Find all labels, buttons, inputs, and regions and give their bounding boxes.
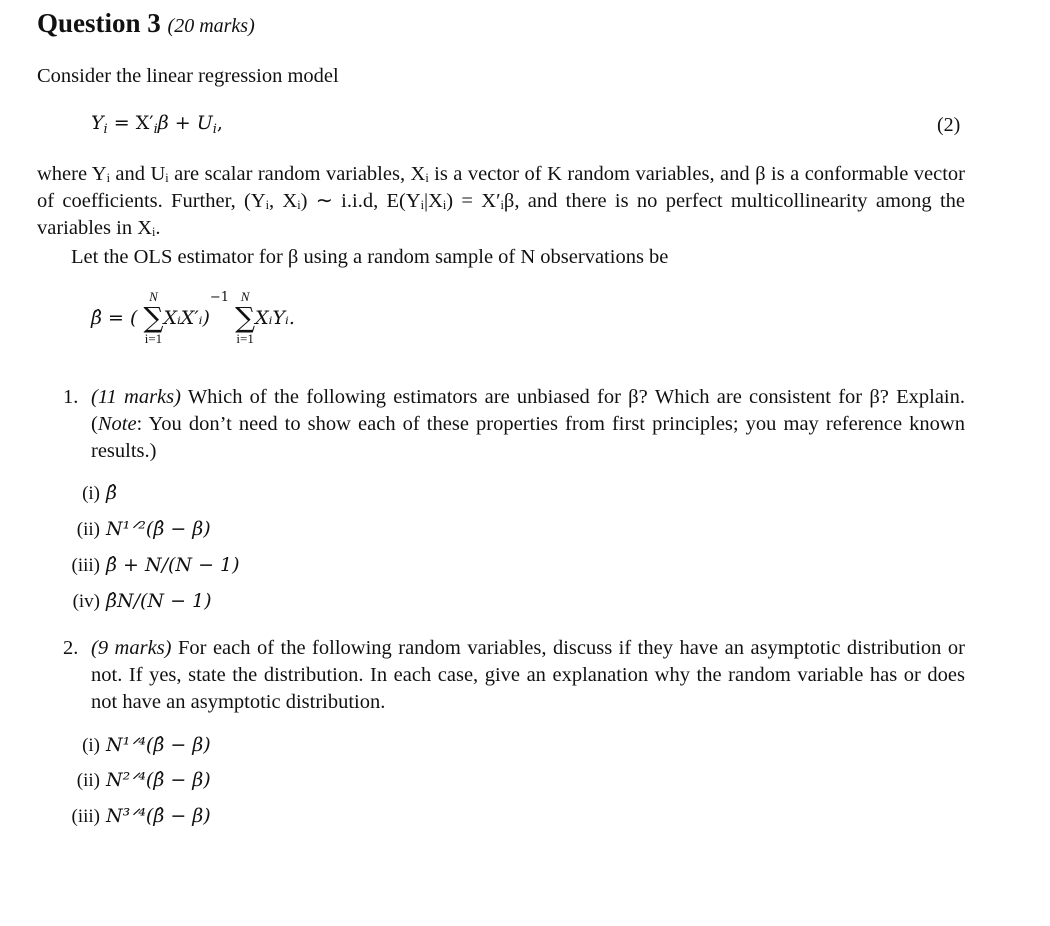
- question-marks: (20 marks): [167, 15, 255, 37]
- q1-item: [48, 554, 240, 577]
- q2-item: [48, 769, 211, 792]
- intro-text: Consider the linear regression model: [37, 65, 339, 87]
- q1-item-label: (iii): [71, 555, 100, 576]
- eq-tail: β + U: [157, 112, 213, 134]
- q2-item-expr: N³ᐟ⁴(β̂ − β): [106, 805, 211, 827]
- eq-eq: = X′: [113, 112, 154, 134]
- q2-item: [48, 805, 211, 828]
- sum-2-upper: N: [240, 289, 250, 304]
- question-title: [37, 8, 255, 39]
- q1-item-expr: N¹ᐟ²(β̂ − β): [106, 518, 211, 540]
- q2-body: For each of the following random variables, discuss if they have an asymptotic distribution or not. If yes, state the distribution. In each case, give an explanation why the random variable has or does not have an asymptotic distribution.: [91, 637, 965, 713]
- sum-1-upper: N: [149, 289, 158, 304]
- ols-mid: XᵢX′ᵢ): [163, 307, 210, 329]
- q1-note: Note: [97, 413, 137, 435]
- ols-intro-text: Let the OLS estimator for β using a random sample of N observations be: [71, 246, 669, 268]
- assumptions-paragraph: where Yᵢ and Uᵢ are scalar random variables, Xᵢ is a vector of K random variables, and β is a conformable vector of coefficients. Further, (Yᵢ, Xᵢ) ∼ i.i.d, E(Yᵢ|Xᵢ) = X′ᵢβ, and there is no perfect multicollinearity among the variables in Xᵢ.: [37, 163, 965, 239]
- q1-item: [48, 482, 117, 505]
- q1-item-label: (iv): [72, 591, 100, 612]
- q2-item-label: (i): [82, 735, 100, 756]
- q1-number: 1.: [63, 386, 79, 408]
- q2-item-label: (iii): [71, 806, 100, 827]
- q1-text: [91, 384, 965, 465]
- q1-marks: (11 marks): [91, 386, 181, 408]
- sigma-2-icon: ∑: [235, 301, 256, 334]
- equation-number: (2): [937, 114, 961, 136]
- model-equation: $Y_i = X'_i\beta + U_i$,: [91, 112, 223, 137]
- ols-lhs: β̂ = (: [91, 307, 138, 329]
- q2-marks: (9 marks): [91, 637, 172, 659]
- eq-end: ,: [216, 112, 223, 134]
- q1-item-expr: β̂N/(N − 1): [106, 590, 212, 612]
- q2-item-expr: N²ᐟ⁴(β̂ − β): [106, 769, 211, 791]
- q1-item: [48, 518, 211, 541]
- q2-item: [48, 734, 211, 757]
- ols-inverse: −1: [209, 290, 230, 305]
- question-title-text: Question 3: [37, 8, 161, 38]
- sum-2: [235, 290, 255, 346]
- q2-text: [91, 635, 965, 716]
- q1-item-expr: β̂: [106, 482, 117, 504]
- q2-item-label: (ii): [76, 770, 100, 791]
- q2-number: 2.: [63, 637, 79, 659]
- q1-item: [48, 590, 212, 613]
- q1-item-label: (ii): [76, 519, 100, 540]
- q1-item-expr: β̂ + N/(N − 1): [106, 554, 240, 576]
- sigma-1-icon: ∑: [143, 301, 164, 334]
- q1-item-label: (i): [82, 483, 100, 504]
- eq-lhs: Y: [91, 112, 104, 134]
- ols-end: XᵢYᵢ.: [255, 307, 295, 329]
- q1-body: Which of the following estimators are unbiased for β? Which are consistent for β? Explain. (: [91, 386, 965, 435]
- q2-item-expr: N¹ᐟ⁴(β̂ − β): [106, 734, 211, 756]
- ols-formula: [91, 290, 295, 346]
- sum-2-lower: i=1: [236, 331, 254, 346]
- sum-1-lower: i=1: [144, 331, 163, 346]
- q1-body-2: : You don’t need to show each of these properties from first principles; you may reference known results.): [91, 413, 965, 462]
- sum-1: [143, 290, 163, 346]
